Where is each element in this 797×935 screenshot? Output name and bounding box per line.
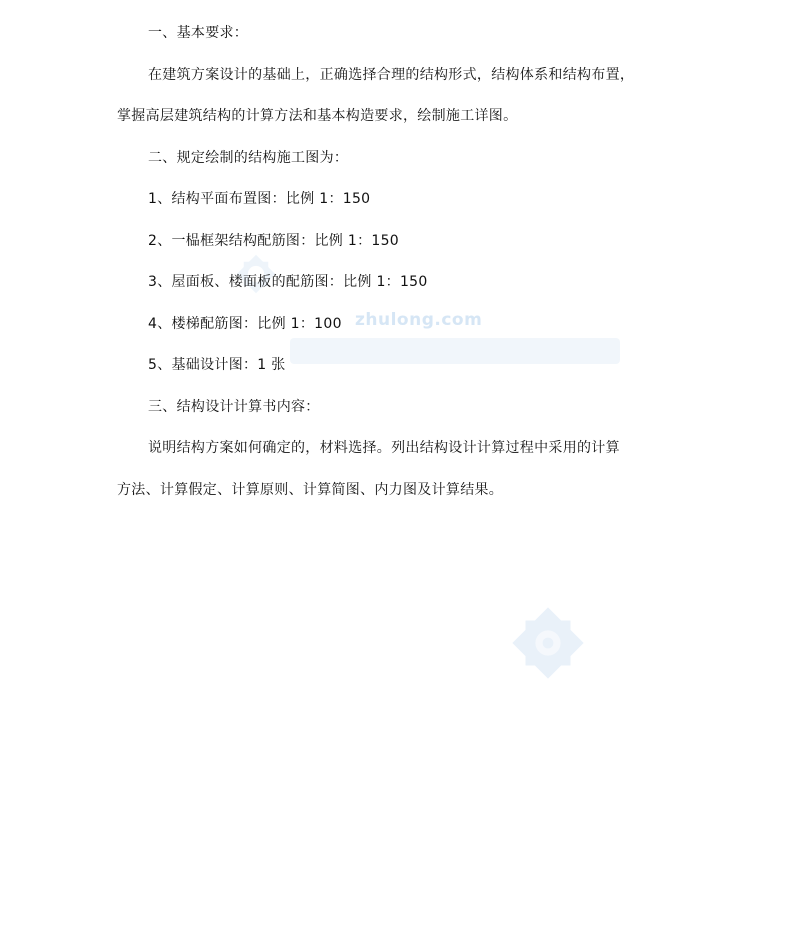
watermark-logo-large-icon [503,598,593,688]
watermark-band [290,330,620,370]
section-heading-requirements: 一、基本要求： [148,25,249,41]
list-item: 3、屋面板、楼面板的配筋图：比例 1：150 [148,274,428,290]
section-heading-drawings: 二、规定绘制的结构施工图为： [148,150,349,166]
list-item: 5、基础设计图：1 张 [148,357,286,373]
section-heading-calculation: 三、结构设计计算书内容： [148,399,320,415]
watermark-site-text: zhulong.com [355,310,483,330]
list-item: 1、结构平面布置图：比例 1：150 [148,191,371,207]
paragraph-line: 方法、计算假定、计算原则、计算简图、内力图及计算结果。 [117,482,504,498]
paragraph-line: 在建筑方案设计的基础上，正确选择合理的结构形式，结构体系和结构布置， [148,67,635,83]
paragraph-line: 掌握高层建筑结构的计算方法和基本构造要求，绘制施工详图。 [117,108,518,124]
list-item: 4、楼梯配筋图：比例 1：100 [148,316,342,332]
list-item: 2、一榀框架结构配筋图：比例 1：150 [148,233,399,249]
paragraph-line: 说明结构方案如何确定的，材料选择。列出结构设计计算过程中采用的计算 [148,440,620,456]
